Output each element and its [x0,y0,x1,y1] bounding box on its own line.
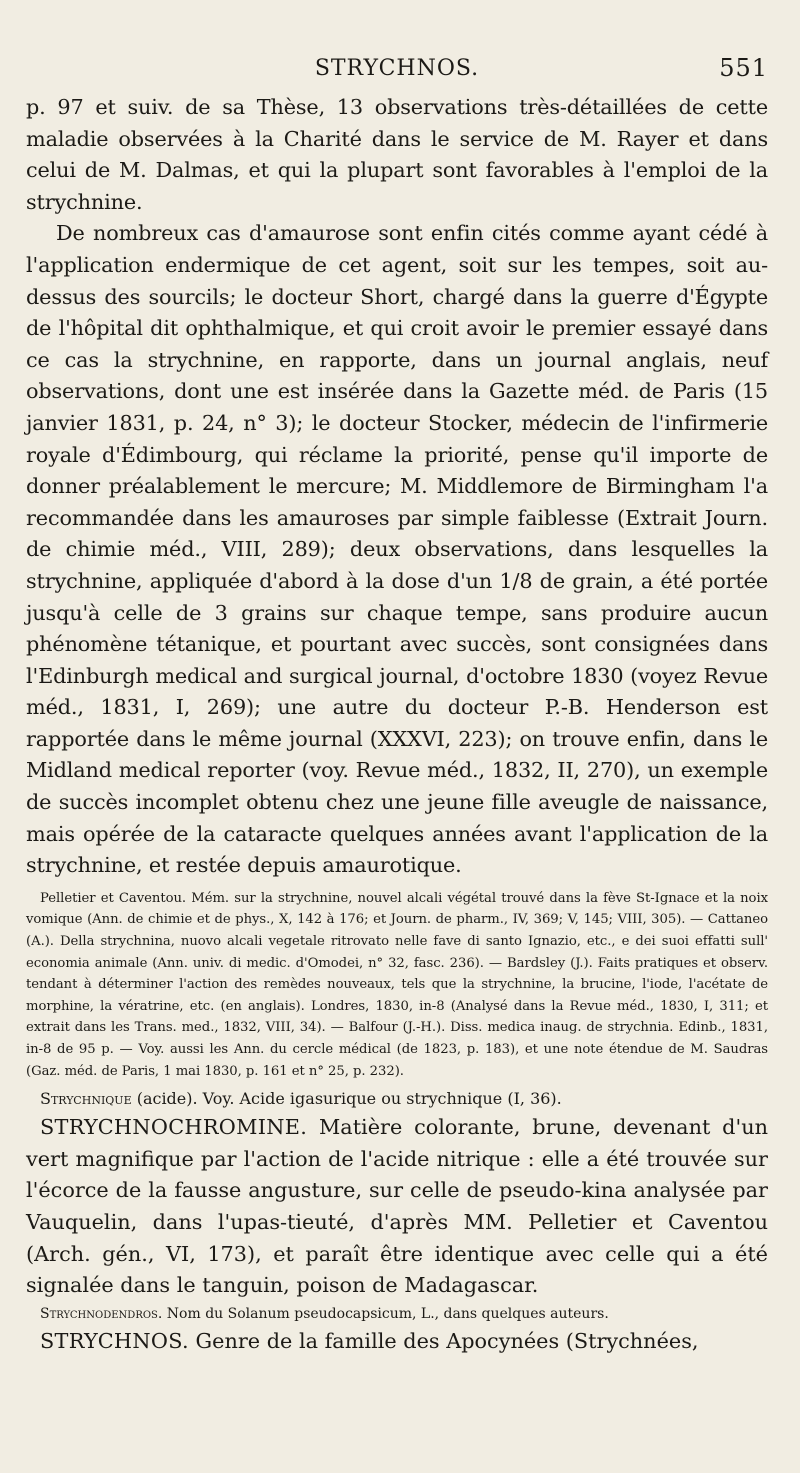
page-number: 551 [719,54,768,82]
entry-strychnique [26,1086,768,1112]
paragraph-amaurose: De nombreux cas d'amaurose sont enfin cités comme ayant cédé à l'application endermique de cet agent, soit sur les tempes, soit au-dessus des sourcils; le docteur Short, chargé dans la guerre d'Égypte de l'hôpital dit ophthalmique, et qui croit avoir le premier essayé dans ce cas la strychnine, en rapporte, dans un journal anglais, neuf observations, dont une est insérée dans la Gazette méd. de Paris (15 janvier 1831, p. 24, n° 3); le docteur Stocker, médecin de l'infirmerie royale d'Édimbourg, qui réclame la priorité, pense qu'il importe de donner préalablement le mercure; M. Middlemore de Birmingham l'a recommandée dans les amauroses par simple faiblesse (Extrait Journ. de chimie méd., VIII, 289); deux observations, dans lesquelles la strychnine, appliquée d'abord à la dose d'un 1/8 de grain, a été portée jusqu'à celle de 3 grains sur chaque tempe, sans produire aucun phénomène tétanique, et pourtant avec succès, sont consignées dans l'Edinburgh medical and surgical journal, d'octobre 1830 (voyez Revue méd., 1831, I, 269); une autre du docteur P.-B. Henderson est rapportée dans le même journal (XXXVI, 223); on trouve enfin, dans le Midland medical reporter (voy. Revue méd., 1832, II, 270), un exemple de succès incomplet obtenu chez une jeune fille aveugle de naissance, mais opérée de la cataracte quelques années avant l'application de la strychnine, et restée depuis amaurotique. [26,221,768,878]
entry-strychnos-head: STRYCHNOS. [40,1328,189,1353]
running-title: STRYCHNOS. [314,56,480,81]
entry-strychnochromine-text: Matière colorante, brune, devenant d'un vert magnifique par l'action de l'acide nitrique : elle a été trouvée sur l'écorce de la fausse angusture, sur celle de pseudo-kina analysée par Vauquelin, dans l'upas-tieuté, d'après MM. Pelletier et Caventou (Arch. gén., VI, 173), et paraît être identique avec celle qui a été signalée dans le tanguin, poison de Madagascar. [26,1115,768,1298]
entry-strychnique-text: (acide). Voy. Acide igasurique ou strychnique (I, 36). [131,1089,562,1109]
entry-strychnodendros-head: Strychnodendros. [40,1305,163,1322]
entry-strychnodendros-text: Nom du Solanum pseudocapsicum, L., dans quelques auteurs. [162,1305,609,1322]
entry-strychnos-text: Genre de la famille des Apocynées (Strychnées, [188,1328,699,1353]
paragraph-continuation: p. 97 et suiv. de sa Thèse, 13 observations très-détaillées de cette maladie observées à la Charité dans le service de M. Rayer et dans celui de M. Dalmas, et qui la plupart sont favorables à l'emploi de la strychnine. [26,95,768,214]
entry-strychnochromine-head: STRYCHNOCHROMINE. [40,1115,308,1140]
bibliography-note: Pelletier et Caventou. Mém. sur la strychnine, nouvel alcali végétal trouvé dans la fève St-Ignace et la noix vomique (Ann. de chimie et de phys., X, 142 à 176; et Journ. de pharm., IV, 369; V, 145; VIII, 305). — Cattaneo (A.). Della strychnina, nuovo alcali vegetale ritrovato nelle fave di santo Ignazio, etc., e dei suoi effatti sull' economia animale (Ann. univ. di medic. d'Omodei, n° 32, fasc. 236). — Bardsley (J.). Faits pratiques et observ. tendant à déterminer l'action des remèdes nouveaux, tels que la strychnine, la brucine, l'iode, l'acétate de morphine, la vératrine, etc. (en anglais). Londres, 1830, in-8 (Analysé dans la Revue méd., 1830, I, 311; et extrait dans les Trans. med., 1832, VIII, 34). — Balfour (J.-H.). Diss. medica inaug. de strychnia. Edinb., 1831, in-8 de 95 p. — Voy. aussi les Ann. du cercle médical (de 1823, p. 183), et une note étendue de M. Saudras (Gaz. méd. de Paris, 1 mai 1830, p. 161 et n° 25, p. 232). [26,890,768,1079]
entry-strychnique-head: Strychnique [40,1089,132,1109]
page [26,52,768,1357]
entry-strychnodendros [26,1302,768,1326]
running-header [26,52,768,92]
entry-strychnos [26,1326,768,1358]
entry-strychnochromine [26,1112,768,1302]
